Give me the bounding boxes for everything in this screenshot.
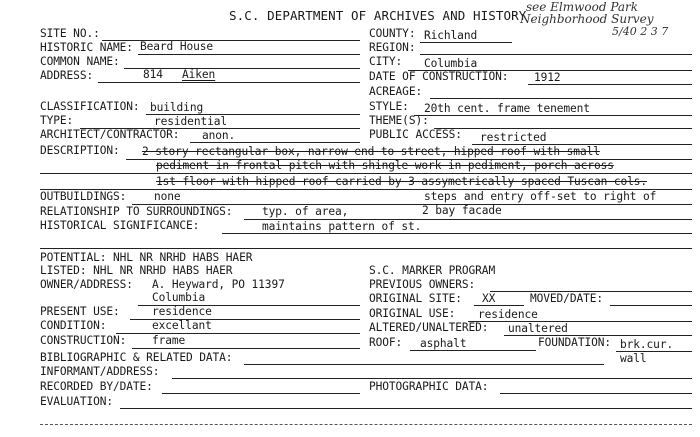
original-use-line xyxy=(468,321,692,322)
architect-label: ARCHITECT/CONTRACTOR: xyxy=(40,128,180,141)
foundation-value-2: wall xyxy=(620,352,647,365)
handwritten-note-3: 5/40 2 3 7 xyxy=(612,25,669,38)
construction-line xyxy=(132,348,360,349)
owner-value-1: A. Heyward, PO 11397 xyxy=(152,278,285,291)
style-line xyxy=(414,115,692,116)
public-access-label: PUBLIC ACCESS: xyxy=(369,128,462,141)
photographic-label: PHOTOGRAPHIC DATA: xyxy=(369,380,489,393)
type-label: TYPE: xyxy=(40,114,74,127)
owner-label: OWNER/ADDRESS: xyxy=(40,278,133,291)
city-label: CITY: xyxy=(369,55,403,68)
significance-line xyxy=(222,233,692,234)
city-value: Columbia xyxy=(424,57,478,70)
county-line xyxy=(420,42,512,43)
common-name-label: COMMON NAME: xyxy=(40,55,120,68)
handwritten-note-2: Neighborhood Survey xyxy=(520,12,654,26)
bibliographic-line xyxy=(244,364,604,365)
historic-name-value: Beard House xyxy=(140,40,213,53)
evaluation-label: EVALUATION: xyxy=(40,395,113,408)
address-label: ADDRESS: xyxy=(40,69,94,82)
construction-value: frame xyxy=(152,334,186,347)
photographic-line xyxy=(500,393,692,394)
moved-date-line xyxy=(610,305,692,306)
region-line xyxy=(420,54,692,55)
public-access-value: restricted xyxy=(480,131,547,144)
present-use-value: residence xyxy=(152,305,212,318)
footer-rule xyxy=(40,424,692,425)
owner-value-2: Columbia xyxy=(152,291,206,304)
county-label: COUNTY: xyxy=(369,27,416,40)
form-title: S.C. DEPARTMENT OF ARCHIVES AND HISTORY xyxy=(229,8,527,23)
recorded-by-label: RECORDED BY/DATE: xyxy=(40,380,153,393)
classification-label: CLASSIFICATION: xyxy=(40,100,140,113)
original-site-label: ORIGINAL SITE: xyxy=(369,292,462,305)
construction-label: CONSTRUCTION: xyxy=(40,334,127,347)
original-use-value: residence xyxy=(478,308,538,321)
address-line xyxy=(98,82,360,83)
acreage-line xyxy=(430,98,692,99)
historic-name-line xyxy=(138,54,360,55)
description-line-5: 2 bay facade xyxy=(422,204,502,217)
site-no-label: SITE NO.: xyxy=(40,27,100,40)
theme-line xyxy=(434,128,692,129)
type-value: residential xyxy=(154,115,227,128)
description-line-2: pediment in frontal pitch with shingle work in pediment, porch across xyxy=(156,159,614,172)
description-line-4: steps and entry off-set to right of xyxy=(424,190,657,203)
relationship-value: typ. of area, xyxy=(262,205,349,218)
roof-value: asphalt xyxy=(420,337,467,350)
acreage-label: ACREAGE: xyxy=(369,85,423,98)
description-line-1: 2 story rectangular box, narrow end to street, hipped roof with small xyxy=(142,145,600,158)
condition-label: CONDITION: xyxy=(40,319,107,332)
condition-value: excellant xyxy=(152,319,212,332)
original-site-value: XX xyxy=(482,292,496,305)
evaluation-line xyxy=(120,408,692,409)
classification-value: building xyxy=(150,101,204,114)
recorded-by-line xyxy=(162,393,360,394)
altered-value: unaltered xyxy=(508,322,568,335)
relationship-label: RELATIONSHIP TO SURROUNDINGS: xyxy=(40,205,233,218)
address-number: 814 xyxy=(143,68,163,81)
architect-value: anon. xyxy=(202,129,236,142)
present-use-label: PRESENT USE: xyxy=(40,305,120,318)
moved-date-label: MOVED/DATE: xyxy=(530,292,603,305)
original-site-line xyxy=(474,305,524,306)
informant-label: INFORMANT/ADDRESS: xyxy=(40,365,160,378)
listed-row: LISTED: NHL NR NRHD HABS HAER xyxy=(40,264,233,277)
description-line-3: 1st floor with hipped roof carried by 3 assymetrically spaced Tuscan cols. xyxy=(156,175,648,188)
foundation-line xyxy=(616,351,692,352)
previous-owners-label: PREVIOUS OWNERS: xyxy=(369,278,476,291)
address-street: Aiken xyxy=(182,68,216,81)
altered-label: ALTERED/UNALTERED: xyxy=(369,321,489,334)
date-value: 1912 xyxy=(534,71,561,84)
outbuildings-label: OUTBUILDINGS: xyxy=(40,190,127,203)
date-line xyxy=(528,84,692,85)
section-divider xyxy=(40,248,692,249)
foundation-value-1: brk.cur. xyxy=(620,338,674,351)
region-label: REGION: xyxy=(369,41,416,54)
outbuildings-value: none xyxy=(154,190,181,203)
historic-name-label: HISTORIC NAME: xyxy=(40,41,133,54)
style-value: 20th cent. frame tenement xyxy=(424,102,590,115)
significance-value: maintains pattern of st. xyxy=(262,220,422,233)
description-label: DESCRIPTION: xyxy=(40,144,120,157)
informant-line xyxy=(172,378,692,379)
date-label: DATE OF CONSTRUCTION: xyxy=(369,70,509,83)
handwritten-note-1: see Elmwood Park xyxy=(526,0,639,14)
marker-program: S.C. MARKER PROGRAM xyxy=(369,264,496,277)
architect-line xyxy=(190,142,360,143)
roof-line xyxy=(410,350,536,351)
description-rule-2 xyxy=(40,173,692,174)
roof-label: ROOF: xyxy=(369,336,403,349)
potential-row: POTENTIAL: NHL NR NRHD HABS HAER xyxy=(40,251,253,264)
county-value: Richland xyxy=(424,29,478,42)
bibliographic-label: BIBLIOGRAPHIC & RELATED DATA: xyxy=(40,351,233,364)
theme-label: THEME(S): xyxy=(369,114,429,127)
style-label: STYLE: xyxy=(369,100,409,113)
significance-label: HISTORICAL SIGNIFICANCE: xyxy=(40,219,200,232)
foundation-label: FOUNDATION: xyxy=(538,336,611,349)
original-use-label: ORIGINAL USE: xyxy=(369,307,456,320)
